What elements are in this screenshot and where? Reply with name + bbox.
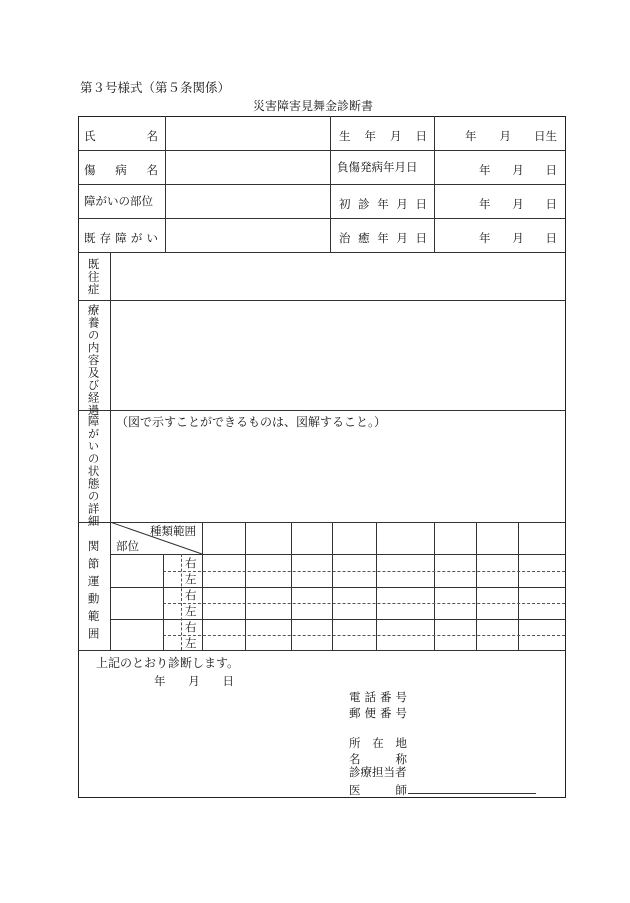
birthdate-label: 生 年 月 日 xyxy=(339,129,427,143)
first-visit-value: 年 月 日 xyxy=(479,197,557,211)
birthdate-value: 年 月 日生 xyxy=(465,129,557,143)
person-in-charge-label: 診療担当者 xyxy=(349,765,407,779)
treatment-label: 療養の内容及び経過 xyxy=(86,304,101,417)
injury-date-label: 負傷発病年月日 xyxy=(337,160,418,174)
right-label: 右 xyxy=(185,588,197,602)
doctor-label: 医 師 xyxy=(349,783,407,797)
medical-history-label: 既往症 xyxy=(86,258,101,296)
condition-label: 障がいの状態の詳細 xyxy=(86,415,101,528)
address-label: 所 在 地 xyxy=(349,736,407,750)
cure-date-label: 治 癒 年 月 日 xyxy=(339,231,427,245)
kind-range-header: 種類範囲 xyxy=(150,524,196,538)
part-header: 部位 xyxy=(116,539,139,553)
cure-date-value: 年 月 日 xyxy=(479,231,557,245)
diagnosis-date: 年 月 日 xyxy=(154,674,234,688)
left-label: 左 xyxy=(185,604,197,618)
right-label: 右 xyxy=(185,556,197,570)
left-label: 左 xyxy=(185,636,197,650)
injury-date-value: 年 月 日 xyxy=(479,163,557,177)
postal-label: 郵 便 番 号 xyxy=(349,706,407,720)
name-label: 氏 名 xyxy=(84,129,158,143)
first-visit-label: 初 診 年 月 日 xyxy=(339,197,427,211)
diagnosis-statement: 上記のとおり診断します。 xyxy=(96,656,240,670)
joint-range-label: 関節運動範囲 xyxy=(86,540,101,645)
condition-note: （図で示すことができるものは、図解すること。） xyxy=(116,415,387,429)
left-label: 左 xyxy=(185,572,197,586)
existing-disability-label: 既 存 障 が い xyxy=(84,231,158,245)
doctor-signature-line xyxy=(408,793,536,794)
document-title: 災害障害見舞金診断書 xyxy=(253,99,374,113)
injury-label: 傷 病 名 xyxy=(84,163,158,177)
phone-label: 電 話 番 号 xyxy=(349,690,407,704)
org-name-label: 名 称 xyxy=(349,752,407,766)
right-label: 右 xyxy=(185,620,197,634)
disability-site-label: 障がいの部位 xyxy=(84,194,153,208)
form-number: 第３号様式（第５条関係） xyxy=(80,80,231,95)
